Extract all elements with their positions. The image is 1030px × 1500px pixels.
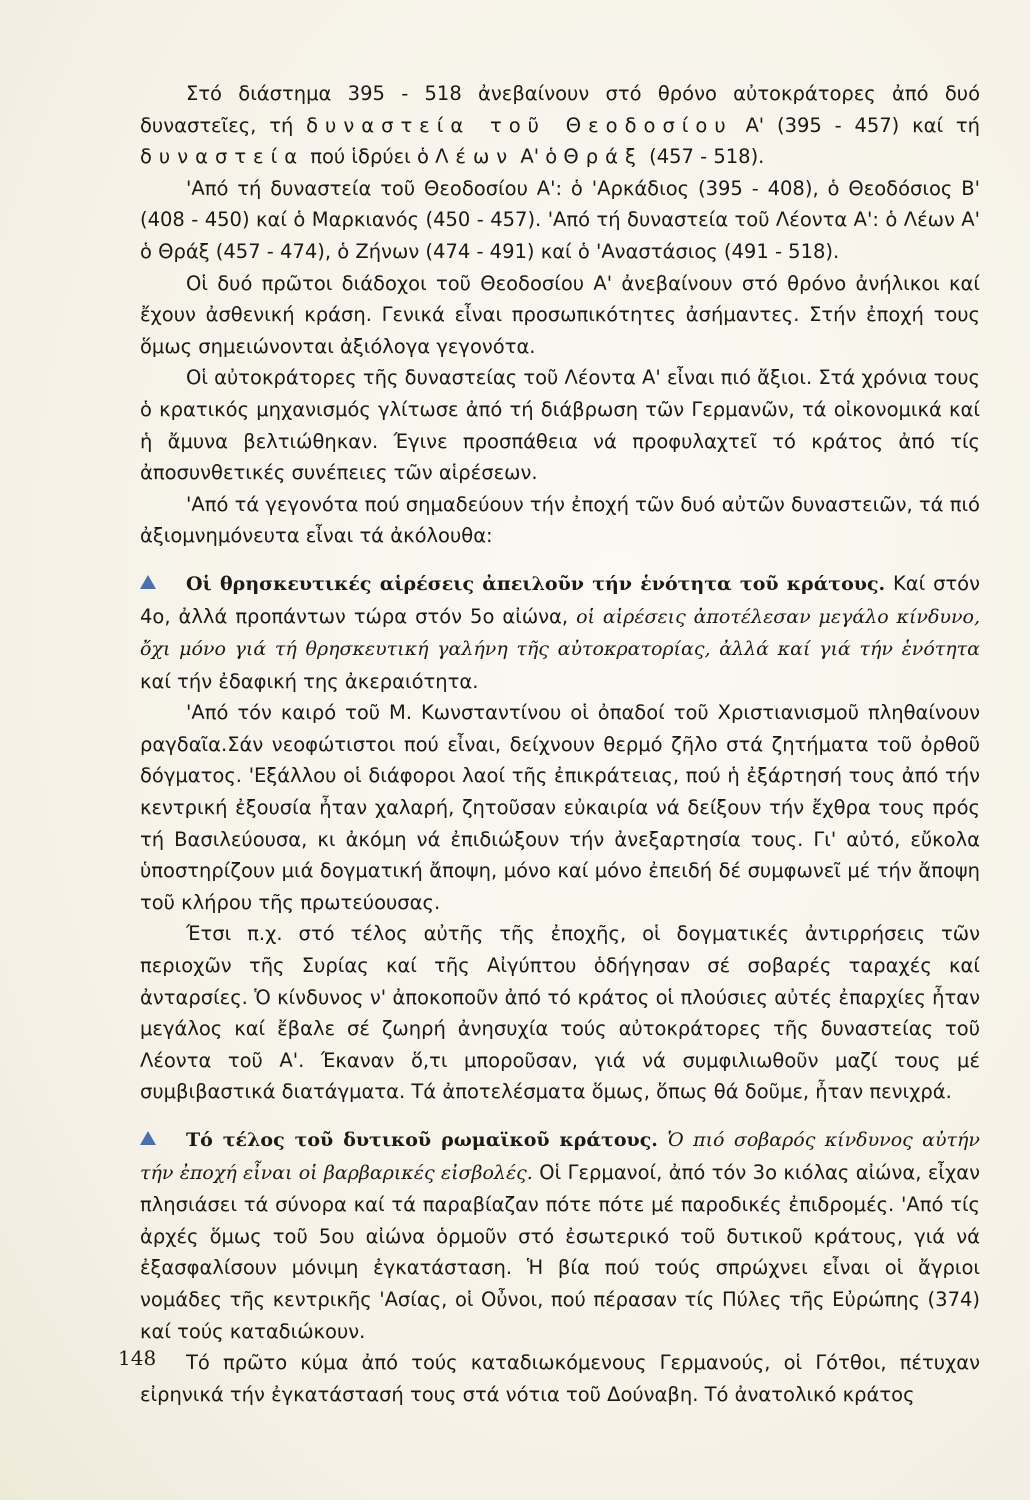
- spaced-term-dynasty: δυναστεία: [140, 145, 305, 169]
- section2-paragraph-1: Τό τέλος τοῦ δυτικοῦ ρωμαϊκοῦ κράτους. Ὁ πιό σοβαρός κίνδυνος αὐτήν τήν ἐποχή εἶναι οἱ βαρβαρικές εἰσβολές. Οἱ Γερμανοί, ἀπό τόν 3ο κιόλας αἰώνα, εἶχαν πλησιάσει τά σύνορα καί τά παραβίαζαν πότε πότε μέ παροδικές ἐπιδρομές. 'Από τίς ἀρχές ὅμως τοῦ 5ου αἰώνα ὁρμοῦν στό ἐσωτερικό τοῦ δυτικοῦ κράτους, γιά νά ἐξασφαλίσουν μόνιμη ἐγκατάσταση. Ἡ βία πού τούς σπρώχνει εἶναι οἱ ἄγριοι νομάδες τῆς κεντρικῆς 'Ασίας, οἱ Οὖνοι, πού πέρασαν τίς Πύλες τῆς Εὐρώπης (374) καί τούς καταδιώκουν.: [140, 1129, 981, 1343]
- paragraph-intro-1: Στό διάστημα 395 - 518 ἀνεβαίνουν στό θρόνο αὐτοκράτορες ἀπό δυό δυναστεῖες, τή δυναστεία τοῦ Θεοδοσίου Α' (395 - 457) καί τή δυναστεία πού ἱδρύει ὁ Λέων Α' ὁ Θράξ (457 - 518).: [140, 82, 980, 169]
- section1-paragraph-1: Οἱ θρησκευτικές αἱρέσεις ἀπειλοῦν τήν ἑνότητα τοῦ κράτους. Καί στόν 4ο, ἀλλά προπάντων τώρα στόν 5ο αἰώνα, οἱ αἱρέσεις ἀποτέλεσαν μεγάλο κίνδυνο, ὄχι μόνο γιά τή θρησκευτική γαλήνη τῆς αὐτοκρατορίας, ἀλλά καί γιά τήν ἑνότητα καί τήν ἐδαφική της ἀκεραιότητα.: [140, 571, 980, 693]
- section-western-empire-end: [140, 1124, 980, 1410]
- triangle-marker-icon: [140, 575, 156, 589]
- section1-paragraph-2: 'Από τόν καιρό τοῦ Μ. Κωνσταντίνου οἱ ὀπαδοί τοῦ Χριστιανισμοῦ πληθαίνουν ραγδαῖα.Σάν νεοφώτιστοι πού εἶναι, δείχνουν θερμό ζῆλο στά ζητήματα τοῦ ὀρθοῦ δόγματος. 'Εξάλλου οἱ διάφοροι λαοί τῆς ἐπικράτειας, πού ἡ ἐξάρτησή τους ἀπό τήν κεντρική ἐξουσία ἦταν χαλαρή, ζητοῦσαν εὐκαιρία νά δείξουν τήν ἔχθρα τους πρός τή Βασιλεύουσα, κι ἀκόμη νά ἐπιδιώξουν τήν ἀνεξαρτησία τους. Γι' αὐτό, εὔκολα ὑποστηρίζουν μιά δογματική ἄποψη, μόνο καί μόνο ἐπειδή δέ συμφωνεῖ μέ τήν ἄποψη τοῦ κλήρου τῆς πρωτεύουσας.: [140, 701, 980, 914]
- section-heading-western-empire: Τό τέλος τοῦ δυτικοῦ ρωμαϊκοῦ κράτους.: [186, 1129, 658, 1151]
- spaced-term-dynasty-theodosius: δυναστεία τοῦ Θεοδοσίου: [306, 113, 733, 137]
- spaced-term-thrax: Θράξ: [563, 145, 643, 169]
- spaced-term-leon: Λέων: [435, 145, 515, 169]
- italic-emphasis: οἱ αἱρέσεις ἀποτέλεσαν μεγάλο κίνδυνο, ὄχι μόνο γιά τή θρησκευτική γαλήνη τῆς αὐτοκρατορίας, ἀλλά καί γιά τήν ἑνότητα: [140, 605, 980, 661]
- page-number: 148: [118, 1346, 157, 1370]
- triangle-marker-icon: [140, 1131, 156, 1145]
- paragraph-intro-3: Οἱ δυό πρῶτοι διάδοχοι τοῦ Θεοδοσίου Α' ἀνεβαίνουν στό θρόνο ἀνήλικοι καί ἔχουν ἀσθενική κράση. Γενικά εἶναι προσωπικότητες ἀσήμαντες. Στήν ἐποχή τους ὅμως σημειώνονται ἀξιόλογα γεγονότα.: [140, 271, 980, 358]
- paragraph-intro-2: 'Από τή δυναστεία τοῦ Θεοδοσίου Α': ὁ 'Αρκάδιος (395 - 408), ὁ Θεοδόσιος Β' (408 - 450) καί ὁ Μαρκιανός (450 - 457). 'Από τή δυναστεία τοῦ Λέοντα Α': ὁ Λέων Α' ὁ Θράξ (457 - 474), ὁ Ζήνων (474 - 491) καί ὁ 'Αναστάσιος (491 - 518).: [140, 176, 980, 263]
- section-heading-heresies: Οἱ θρησκευτικές αἱρέσεις ἀπειλοῦν τήν ἑνότητα τοῦ κράτους.: [186, 572, 886, 595]
- section2-paragraph-2: Τό πρῶτο κύμα ἀπό τούς καταδιωκόμενους Γερμανούς, οἱ Γότθοι, πέτυχαν εἰρηνικά τήν ἐγκατάστασή τους στά νότια τοῦ Δούναβη. Τό ἀνατολικό κράτος: [140, 1351, 980, 1406]
- paragraph-intro-5: 'Από τά γεγονότα πού σημαδεύουν τήν ἐποχή τῶν δυό αὐτῶν δυναστειῶν, τά πιό ἀξιομνημόνευτα εἶναι τά ἀκόλουθα:: [140, 492, 980, 548]
- body-text: [140, 78, 980, 1410]
- section1-paragraph-3: Έτσι π.χ. στό τέλος αὐτῆς τῆς ἐποχῆς, οἱ δογματικές ἀντιρρήσεις τῶν περιοχῶν τῆς Συρίας καί τῆς Αἰγύπτου ὁδήγησαν σέ σοβαρές ταραχές καί ἀνταρσίες. Ὁ κίνδυνος ν' ἀποκοποῦν ἀπό τό κράτος οἱ πλούσιες αὐτές ἐπαρχίες ἦταν μεγάλος καί ἔβαλε σέ ζωηρή ἀνησυχία τούς αὐτοκράτορες τῆς δυναστείας τοῦ Λέοντα τοῦ Α'. Έκαναν ὅ,τι μποροῦσαν, γιά νά συμφιλιωθοῦν μαζί τους μέ συμβιβαστικά διατάγματα. Τά ἀποτελέσματα ὅμως, ὅπως θά δοῦμε, ἦταν πενιχρά.: [140, 922, 980, 1104]
- paragraph-intro-4: Οἱ αὐτοκράτορες τῆς δυναστείας τοῦ Λέοντα Α' εἶναι πιό ἄξιοι. Στά χρόνια τους ὁ κρατικός μηχανισμός γλίτωσε ἀπό τή διάβρωση τῶν Γερμανῶν, τά οἰκονομικά καί ἡ ἄμυνα βελτιώθηκαν. Έγινε προσπάθεια νά προφυλαχτεῖ τό κράτος ἀπό τίς ἀποσυνθετικές συνέπειες τῶν αἱρέσεων.: [140, 366, 980, 485]
- italic-emphasis: Ὁ πιό σοβαρός κίνδυνος αὐτήν τήν ἐποχή εἶναι οἱ βαρβαρικές εἰσβολές.: [140, 1129, 980, 1184]
- section-religious-heresies: [140, 568, 980, 1108]
